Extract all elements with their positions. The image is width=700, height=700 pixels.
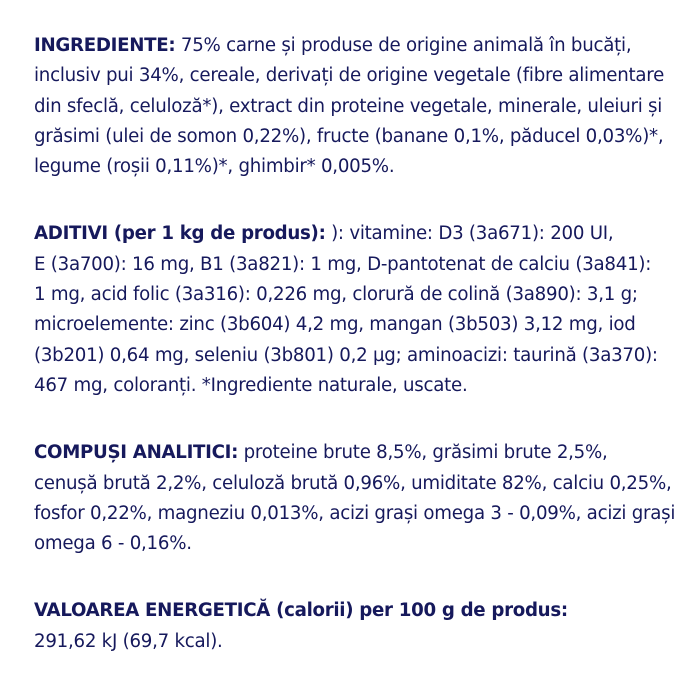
additives-line-2: E (3a700): 16 mg, B1 (3a821): 1 mg, D-pantotenat de calciu (3a841): xyxy=(34,253,652,275)
ingredients-label: INGREDIENTE: xyxy=(34,35,176,56)
analytical-line-1 xyxy=(34,438,674,468)
ingredients-line-4: grăsimi (ulei de somon 0,22%), fructe (banane 0,1%, păducel 0,03%)*, xyxy=(34,125,664,147)
ingredients-line-1 xyxy=(34,31,674,61)
analytical-text: proteine brute 8,5%, grăsimi brute 2,5%, xyxy=(238,442,608,464)
ingredients-line-2: inclusiv pui 34%, cereale, derivați de origine vegetale (fibre alimentare xyxy=(34,65,665,87)
energy-line-1: 291,62 kJ (69,7 kcal). xyxy=(34,630,223,652)
analytical-line-4: omega 6 - 0,16%. xyxy=(34,533,192,555)
ingredients-paragraph xyxy=(34,31,674,182)
analytical-line-2: cenușă brută 2,2%, celuloză brută 0,96%, umiditate 82%, calciu 0,25%, xyxy=(34,472,672,494)
ingredients-line-3: din sfeclă, celuloză*), extract din proteine vegetale, minerale, uleiuri și xyxy=(34,95,663,117)
ingredients-line-5: legume (roșii 0,11%)*, ghimbir* 0,005%. xyxy=(34,156,395,178)
ingredients-text: 75% carne și produse de origine animală în bucăți, xyxy=(175,35,632,56)
additives-text: ): vitamine: D3 (3a671): 200 UI, xyxy=(325,223,614,245)
analytical-line-3: fosfor 0,22%, magneziu 0,013%, acizi grași omega 3 - 0,09%, acizi grași xyxy=(34,502,676,524)
analytical-label: COMPUȘI ANALITICI: xyxy=(34,442,239,464)
energy-label: VALOAREA ENERGETICĂ (calorii) per 100 g de produs: xyxy=(34,600,568,622)
analytical-paragraph xyxy=(34,438,674,559)
additives-line-3: 1 mg, acid folic (3a316): 0,226 mg, clorură de colină (3a890): 3,1 g; xyxy=(34,284,638,306)
additives-line-6: 467 mg, coloranți. *Ingrediente naturale, uscate. xyxy=(34,374,468,396)
energy-paragraph xyxy=(34,596,674,657)
additives-label: ADITIVI (per 1 kg de produs): xyxy=(34,223,326,245)
additives-line-4: microelemente: zinc (3b604) 4,2 mg, mangan (3b503) 3,12 mg, iod xyxy=(34,314,636,336)
additives-line-5: (3b201) 0,64 mg, seleniu (3b801) 0,2 µg; aminoacizi: taurină (3a370): xyxy=(34,344,658,366)
nutrition-document xyxy=(34,31,674,657)
additives-paragraph xyxy=(34,219,674,401)
additives-line-1 xyxy=(34,219,674,249)
